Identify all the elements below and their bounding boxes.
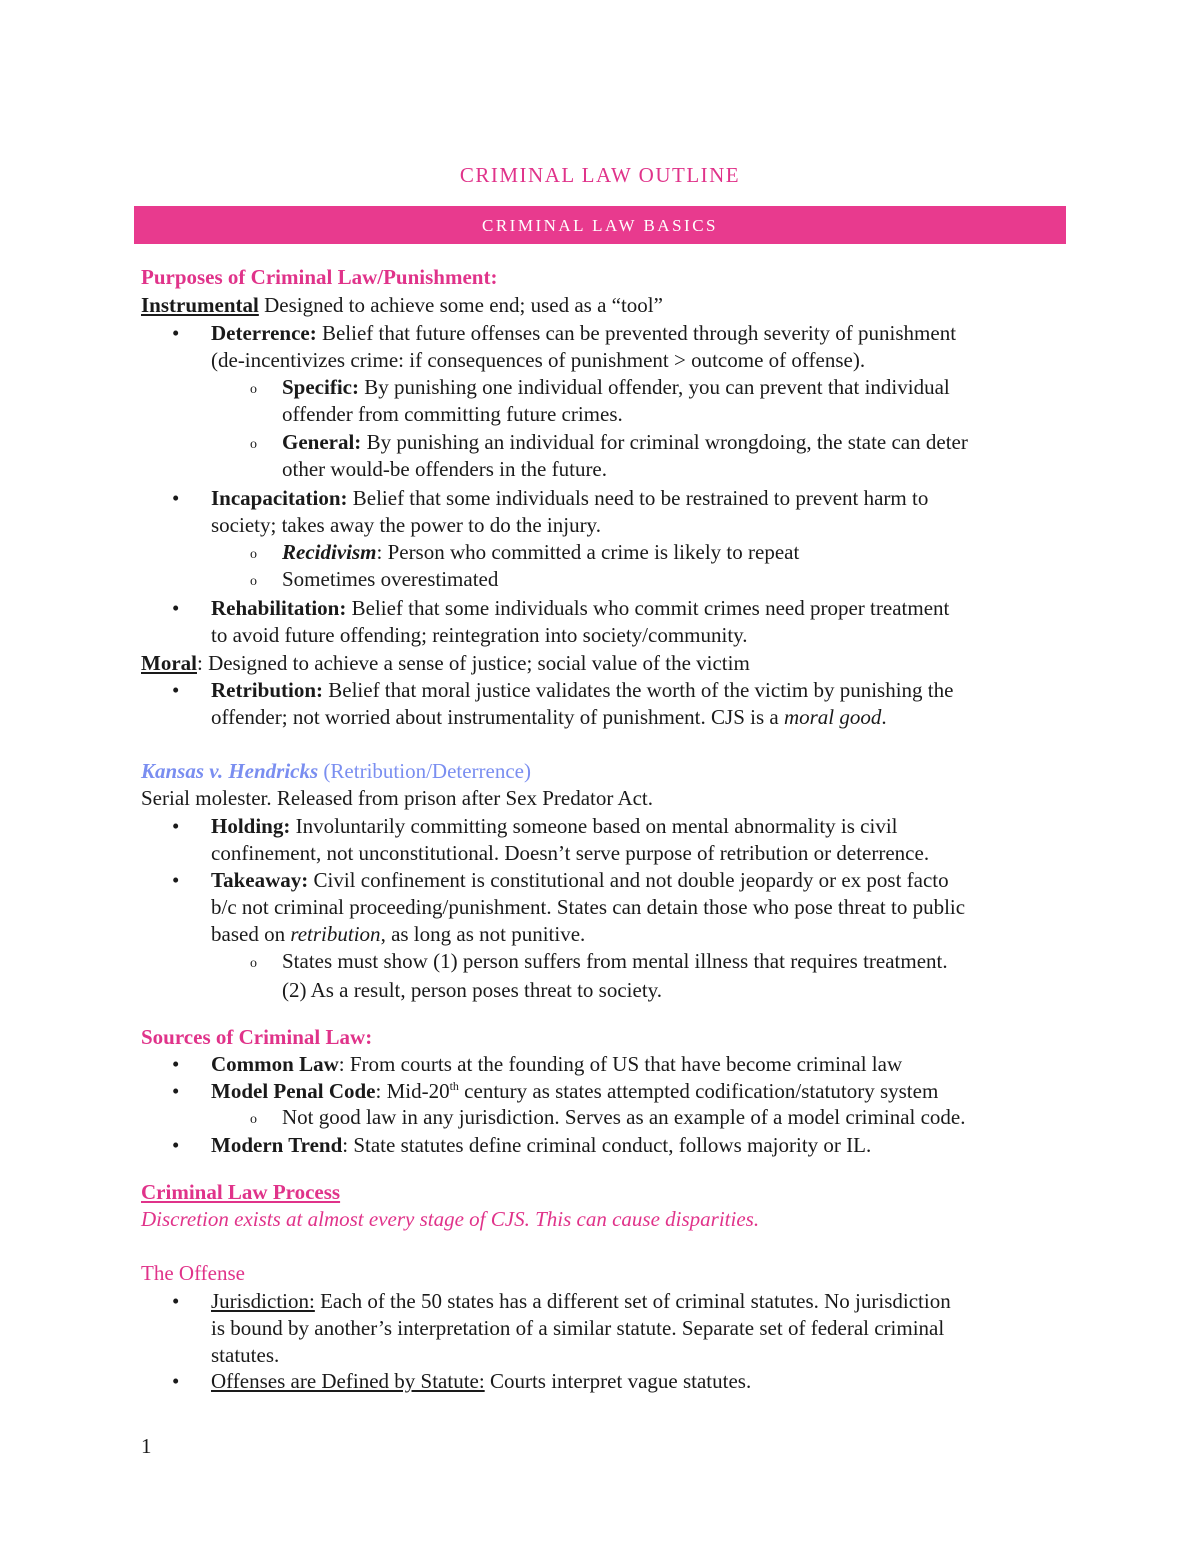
takeaway-sub-line-1: States must show (1) person suffers from mental illness that requires treatment. xyxy=(282,949,948,973)
purposes-heading: Purposes of Criminal Law/Punishment: xyxy=(141,265,498,289)
page-number: 1 xyxy=(141,1434,152,1458)
model-penal-code-sub-line: Not good law in any jurisdiction. Serves as an example of a model criminal code. xyxy=(282,1105,966,1129)
bullet-icon: • xyxy=(172,1133,180,1157)
bullet-icon: • xyxy=(172,678,180,702)
offense-heading: The Offense xyxy=(141,1261,245,1285)
specific-line-1: Specific: By punishing one individual offender, you can prevent that individual xyxy=(282,375,950,399)
specific-line-2: offender from committing future crimes. xyxy=(282,402,623,426)
case-facts: Serial molester. Released from prison after Sex Predator Act. xyxy=(141,786,654,810)
bullet-icon: • xyxy=(172,1052,180,1076)
sources-heading: Sources of Criminal Law: xyxy=(141,1025,373,1049)
rehabilitation-line-1: Rehabilitation: Belief that some individuals who commit crimes need proper treatment xyxy=(211,596,950,620)
sub-bullet-icon: o xyxy=(250,956,257,971)
takeaway-line-3: based on retribution, as long as not punitive. xyxy=(211,922,586,946)
general-line-1: General: By punishing an individual for criminal wrongdoing, the state can deter xyxy=(282,430,968,454)
sub-bullet-icon: o xyxy=(250,1112,257,1127)
holding-line-2: confinement, not unconstitutional. Doesn’t serve purpose of retribution or deterrence. xyxy=(211,841,930,865)
bullet-icon: • xyxy=(172,321,180,345)
takeaway-sub-line-2: (2) As a result, person poses threat to society. xyxy=(282,978,663,1002)
recidivism-line: Recidivism: Person who committed a crime is likely to repeat xyxy=(282,540,800,564)
takeaway-line-1: Takeaway: Civil confinement is constitutional and not double jeopardy or ex post facto xyxy=(211,868,949,892)
retribution-line-1: Retribution: Belief that moral justice validates the worth of the victim by punishing the xyxy=(211,678,954,702)
general-line-2: other would-be offenders in the future. xyxy=(282,457,608,481)
common-law-line: Common Law: From courts at the founding of US that have become criminal law xyxy=(211,1052,903,1076)
moral-line: Moral: Designed to achieve a sense of justice; social value of the victim xyxy=(141,651,750,675)
deterrence-line-1: Deterrence: Belief that future offenses can be prevented through severity of punishment xyxy=(211,321,957,345)
bullet-icon: • xyxy=(172,814,180,838)
retribution-line-2: offender; not worried about instrumentality of punishment. CJS is a moral good. xyxy=(211,705,887,729)
jurisdiction-line-2: is bound by another’s interpretation of a similar statute. Separate set of federal criminal xyxy=(211,1316,945,1340)
sub-bullet-icon: o xyxy=(250,547,257,562)
incapacitation-line-2: society; takes away the power to do the injury. xyxy=(211,513,601,537)
model-penal-code-line: Model Penal Code: Mid-20th century as states attempted codification/statutory system xyxy=(211,1079,939,1103)
document-title: CRIMINAL LAW OUTLINE xyxy=(459,163,741,187)
bullet-icon: • xyxy=(172,868,180,892)
bullet-icon: • xyxy=(172,1369,180,1393)
sub-bullet-icon: o xyxy=(250,574,257,589)
incapacitation-line-1: Incapacitation: Belief that some individuals need to be restrained to prevent harm to xyxy=(211,486,929,510)
sub-bullet-icon: o xyxy=(250,382,257,397)
takeaway-line-2: b/c not criminal proceeding/punishment. States can detain those who pose threat to public xyxy=(211,895,966,919)
statute-line: Offenses are Defined by Statute: Courts interpret vague statutes. xyxy=(211,1369,752,1393)
process-heading: Criminal Law Process xyxy=(141,1180,341,1204)
instrumental-line: Instrumental Designed to achieve some end; used as a “tool” xyxy=(141,293,663,317)
bullet-icon: • xyxy=(172,1289,180,1313)
jurisdiction-line-3: statutes. xyxy=(211,1343,280,1367)
bullet-icon: • xyxy=(172,596,180,620)
deterrence-line-2: (de-incentivizes crime: if consequences of punishment > outcome of offense). xyxy=(211,348,866,372)
jurisdiction-line-1: Jurisdiction: Each of the 50 states has a different set of criminal statutes. No jurisdiction xyxy=(211,1289,951,1313)
bullet-icon: • xyxy=(172,486,180,510)
modern-trend-line: Modern Trend: State statutes define criminal conduct, follows majority or IL. xyxy=(211,1133,872,1157)
section-banner: CRIMINAL LAW BASICS xyxy=(134,206,1066,244)
overestimated-line: Sometimes overestimated xyxy=(282,567,499,591)
process-note: Discretion exists at almost every stage of CJS. This can cause disparities. xyxy=(141,1207,760,1231)
case-heading: Kansas v. Hendricks (Retribution/Deterrence) xyxy=(141,759,531,783)
holding-line-1: Holding: Involuntarily committing someone based on mental abnormality is civil xyxy=(211,814,898,838)
sub-bullet-icon: o xyxy=(250,437,257,452)
bullet-icon: • xyxy=(172,1079,180,1103)
rehabilitation-line-2: to avoid future offending; reintegration into society/community. xyxy=(211,623,748,647)
